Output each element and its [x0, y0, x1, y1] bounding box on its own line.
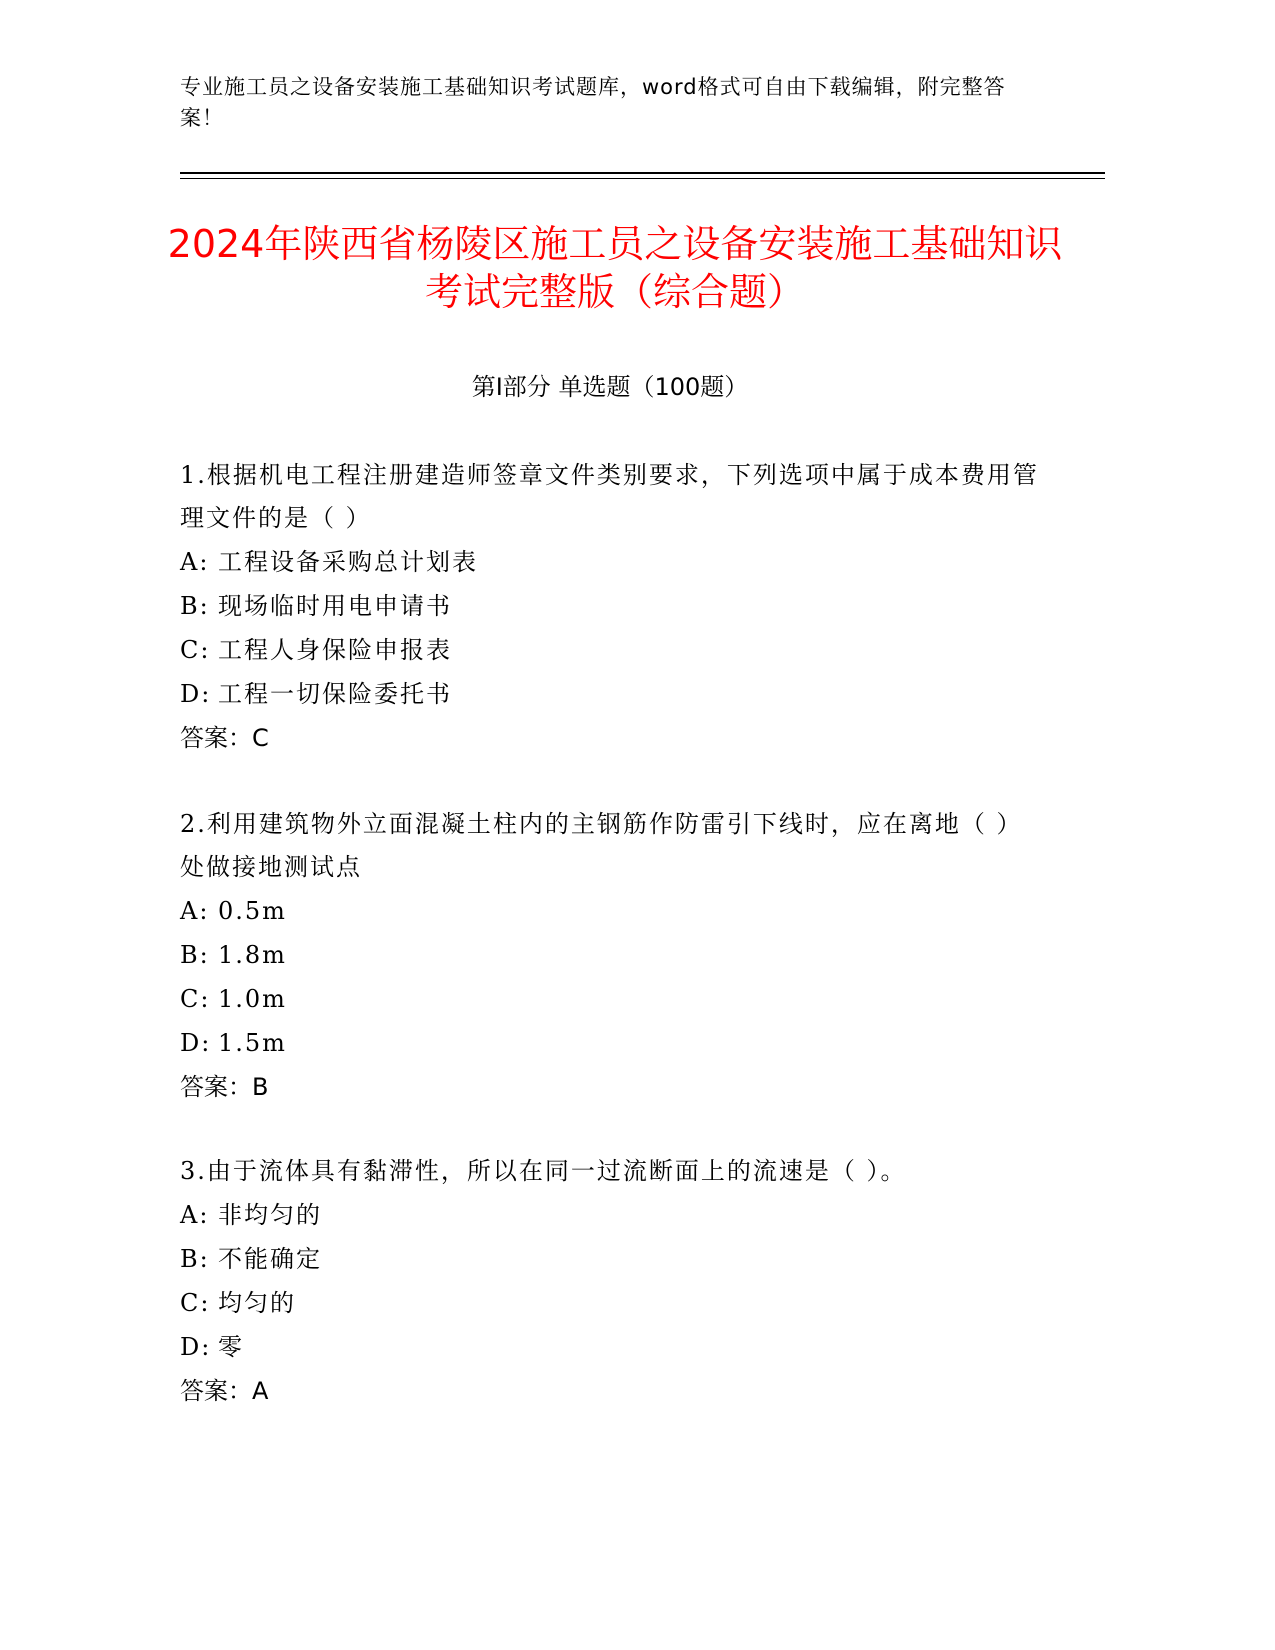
header-divider-thick: [180, 172, 1105, 174]
option-c: [180, 1281, 1040, 1325]
option-a: [180, 889, 1040, 933]
option-text: 1.5m: [218, 1029, 287, 1057]
option-a: [180, 1193, 1040, 1237]
option-key: A:: [180, 897, 210, 925]
option-key: D:: [180, 1333, 212, 1361]
option-d: [180, 672, 1040, 716]
document-title: 2024年陕西省杨陵区施工员之设备安装施工基础知识考试完整版（综合题）: [167, 222, 1063, 314]
question-stem: 1.根据机电工程注册建造师签章文件类别要求，下列选项中属于成本费用管理文件的是（ ）: [180, 461, 1039, 532]
option-b: [180, 584, 1040, 628]
question-1: [180, 454, 1040, 760]
option-text: 1.8m: [218, 941, 287, 969]
option-key: B:: [180, 592, 210, 620]
answer-text: 答案：A: [180, 1377, 269, 1405]
option-key: B:: [180, 1245, 210, 1273]
option-text: 工程人身保险申报表: [218, 636, 452, 664]
option-text: 工程一切保险委托书: [218, 680, 452, 708]
question-stem: 2.利用建筑物外立面混凝土柱内的主钢筋作防雷引下线时，应在离地（ ）处做接地测试点: [180, 810, 1023, 881]
section-title: 第I部分 单选题（100题）: [471, 373, 749, 401]
option-key: D:: [180, 680, 212, 708]
option-key: C:: [180, 636, 211, 664]
option-text: 0.5m: [218, 897, 287, 925]
question-3: [180, 1150, 1040, 1413]
option-c: [180, 977, 1040, 1021]
header-note: 专业施工员之设备安装施工基础知识考试题库，word格式可自由下载编辑，附完整答案！: [180, 75, 1006, 130]
option-d: [180, 1325, 1040, 1369]
option-key: C:: [180, 1289, 211, 1317]
option-key: A:: [180, 1201, 210, 1229]
option-key: C:: [180, 985, 211, 1013]
option-text: 非均匀的: [218, 1201, 322, 1229]
option-b: [180, 1237, 1040, 1281]
option-key: B:: [180, 941, 210, 969]
question-stem: 3.由于流体具有黏滞性，所以在同一过流断面上的流速是（ ）。: [180, 1157, 907, 1185]
answer-text: 答案：B: [180, 1073, 269, 1101]
option-a: [180, 540, 1040, 584]
option-text: 工程设备采购总计划表: [218, 548, 478, 576]
option-text: 不能确定: [218, 1245, 322, 1273]
option-text: 均匀的: [218, 1289, 296, 1317]
option-text: 1.0m: [218, 985, 287, 1013]
option-b: [180, 933, 1040, 977]
option-d: [180, 1021, 1040, 1065]
option-key: D:: [180, 1029, 212, 1057]
option-key: A:: [180, 548, 210, 576]
option-text: 零: [218, 1333, 244, 1361]
option-c: [180, 628, 1040, 672]
answer-text: 答案：C: [180, 724, 269, 752]
question-2: [180, 803, 1040, 1109]
option-text: 现场临时用电申请书: [218, 592, 452, 620]
header-divider-thin: [180, 178, 1105, 179]
